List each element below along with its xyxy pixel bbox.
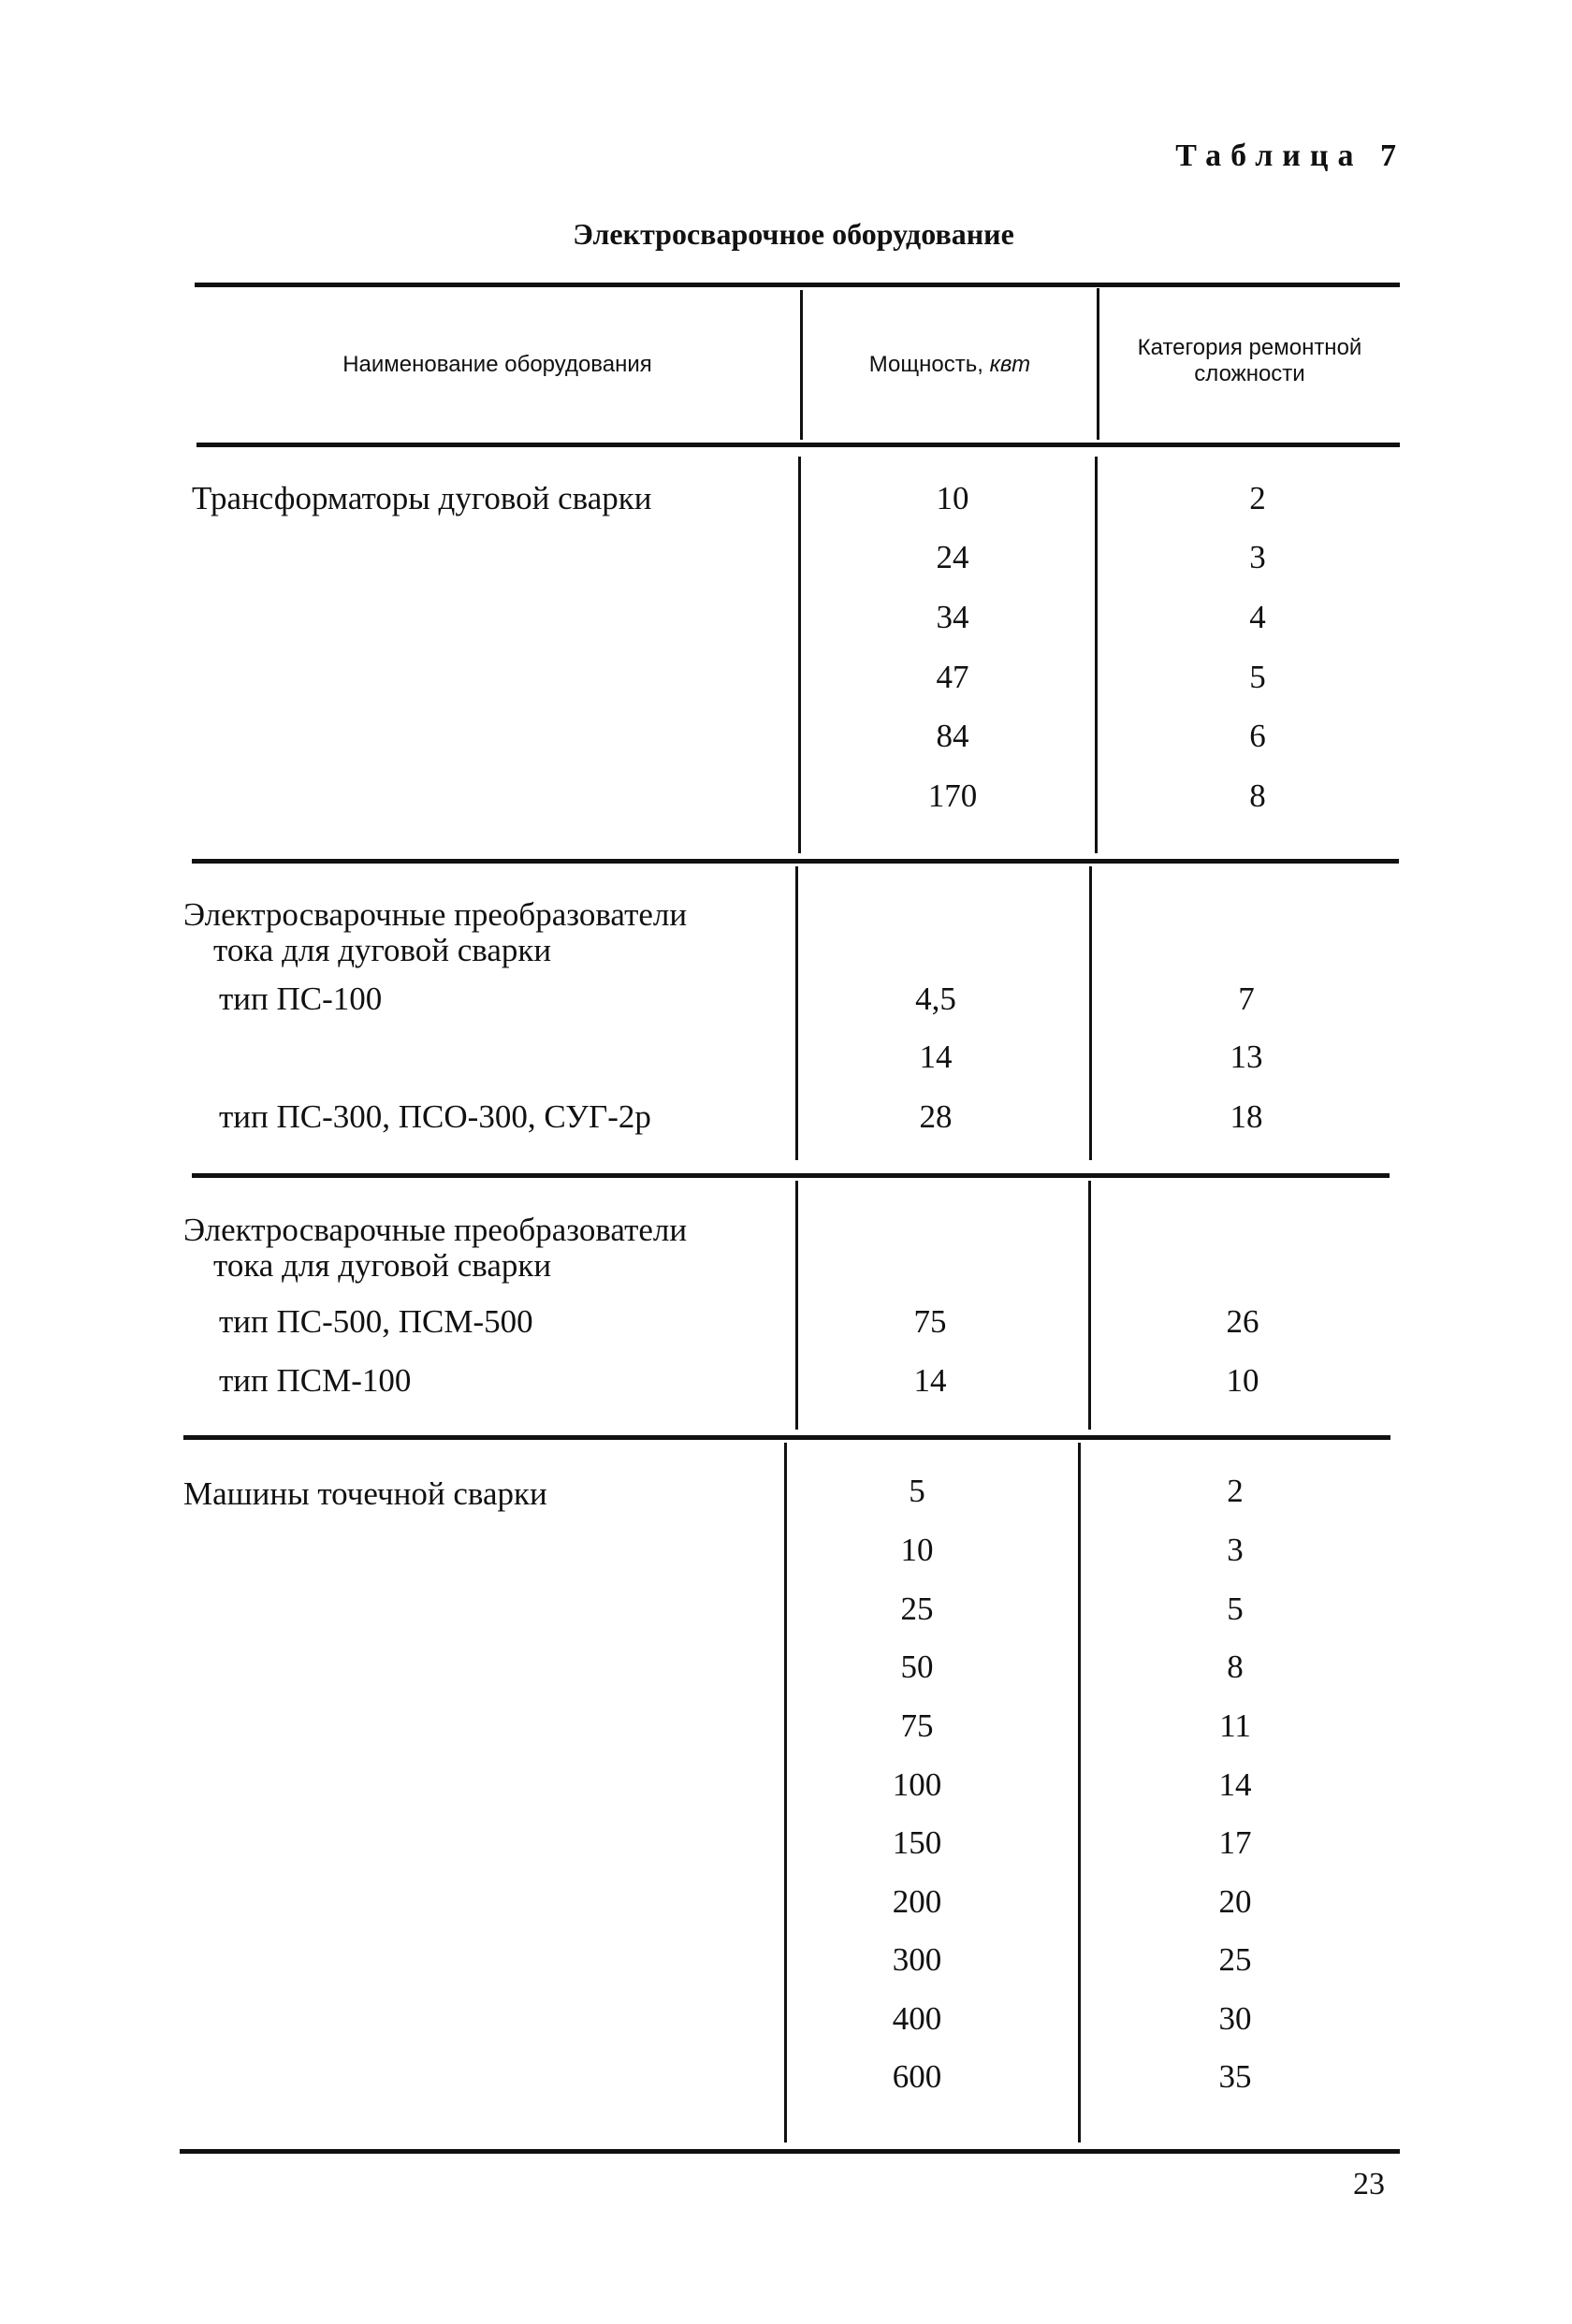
category-value: 7	[1238, 980, 1255, 1017]
power-value: 75	[900, 1707, 934, 1744]
power-value: 400	[892, 2000, 942, 2037]
power-value: 34	[936, 599, 969, 635]
category-value: 8	[1249, 777, 1266, 814]
column-divider	[798, 457, 801, 853]
power-value: 10	[900, 1532, 934, 1568]
category-value: 3	[1227, 1532, 1244, 1568]
row-label: тип ПС-300, ПСО-300, СУГ-2р	[219, 1098, 651, 1135]
row-label: тип ПС-500, ПСМ-500	[219, 1303, 533, 1340]
power-value: 84	[936, 718, 969, 754]
category-value: 4	[1249, 599, 1266, 635]
section-rule	[192, 1173, 1390, 1178]
power-value: 4,5	[915, 980, 956, 1017]
power-value: 200	[892, 1883, 942, 1920]
category-value: 3	[1249, 539, 1266, 575]
category-value: 10	[1226, 1362, 1259, 1399]
category-value: 5	[1249, 659, 1266, 695]
category-value: 30	[1218, 2000, 1252, 2037]
category-value: 2	[1227, 1473, 1244, 1509]
column-divider	[1095, 457, 1098, 853]
header-category-line2: сложности	[1194, 361, 1305, 386]
section-rule	[183, 1435, 1390, 1440]
column-divider	[1078, 1443, 1081, 2142]
power-value: 28	[919, 1098, 953, 1135]
category-value: 25	[1218, 1941, 1252, 1978]
header-power	[803, 352, 1097, 378]
table-title: Электросварочное оборудование	[573, 217, 1014, 251]
header-power-unit: квт	[989, 352, 1031, 377]
row-label: тип ПС-100	[219, 980, 383, 1017]
column-divider	[1088, 1181, 1091, 1430]
header-category-line1: Категория ремонтной	[1137, 335, 1362, 360]
category-value: 20	[1218, 1883, 1252, 1920]
top-rule	[195, 283, 1400, 287]
section-title: тока для дуговой сварки	[213, 1247, 552, 1284]
header-category	[1099, 335, 1400, 387]
page-number: 23	[1353, 2167, 1385, 2201]
category-value: 26	[1226, 1303, 1259, 1340]
section-rule	[192, 859, 1399, 864]
column-divider	[1089, 866, 1092, 1160]
category-value: 6	[1249, 718, 1266, 754]
power-value: 600	[892, 2058, 942, 2095]
category-value: 8	[1227, 1649, 1244, 1685]
category-value: 18	[1230, 1098, 1263, 1135]
category-value: 17	[1218, 1824, 1252, 1861]
power-value: 300	[892, 1941, 942, 1978]
power-value: 25	[900, 1590, 934, 1627]
category-value: 11	[1219, 1707, 1251, 1744]
column-divider	[795, 1181, 798, 1430]
header-rule	[196, 443, 1400, 447]
category-value: 35	[1218, 2058, 1252, 2095]
table-label: Таблица 7	[1175, 138, 1405, 173]
category-value: 14	[1218, 1766, 1252, 1803]
power-value: 5	[909, 1473, 925, 1509]
power-value: 47	[936, 659, 969, 695]
category-value: 2	[1249, 480, 1266, 516]
power-value: 50	[900, 1649, 934, 1685]
power-value: 170	[927, 777, 978, 814]
section-title: Трансформаторы дуговой сварки	[192, 480, 652, 516]
row-label: тип ПСМ-100	[219, 1362, 412, 1399]
section-title: Электросварочные преобразователи	[183, 896, 688, 933]
power-value: 75	[913, 1303, 947, 1340]
header-name: Наименование оборудования	[342, 352, 652, 377]
section-title: Машины точечной сварки	[183, 1475, 547, 1512]
power-value: 24	[936, 539, 969, 575]
power-value: 14	[919, 1039, 953, 1075]
category-value: 5	[1227, 1590, 1244, 1627]
header-power-label: Мощность,	[868, 352, 983, 377]
bottom-rule	[180, 2149, 1400, 2154]
power-value: 100	[892, 1766, 942, 1803]
section-title: тока для дуговой сварки	[213, 932, 552, 968]
column-divider	[795, 866, 798, 1160]
power-value: 14	[913, 1362, 947, 1399]
section-title: Электросварочные преобразователи	[183, 1212, 688, 1248]
column-divider	[784, 1443, 787, 2142]
power-value: 10	[936, 480, 969, 516]
category-value: 13	[1230, 1039, 1263, 1075]
power-value: 150	[892, 1824, 942, 1861]
